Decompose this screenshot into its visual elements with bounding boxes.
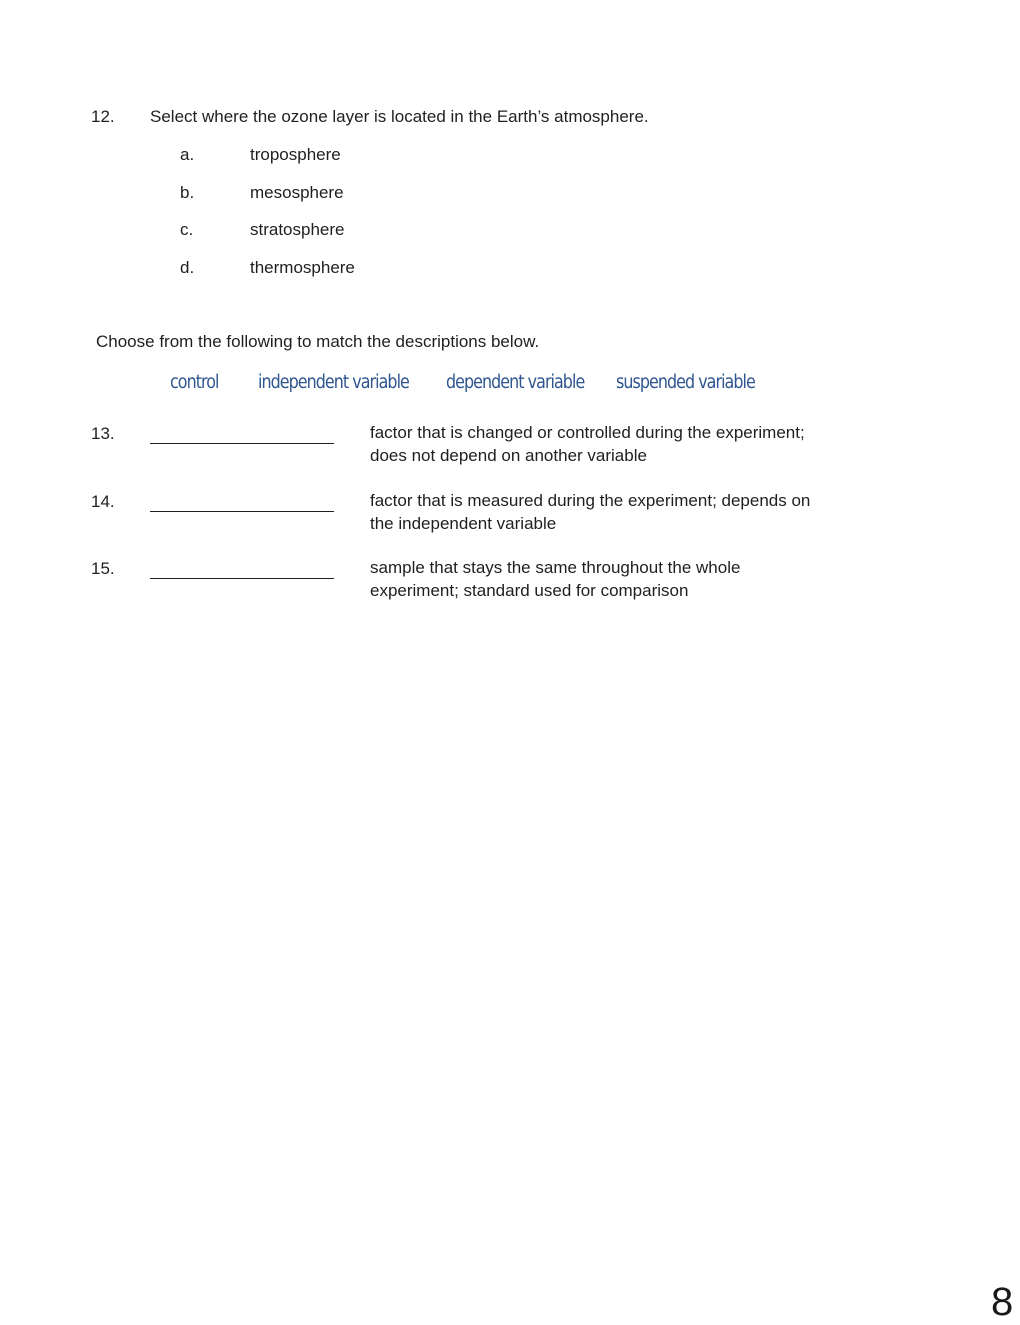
matching-item-14-number: 14. <box>91 492 115 511</box>
question-12-number: 12. <box>91 107 115 126</box>
description-line: factor that is measured during the experiment; depends on <box>370 491 811 510</box>
option-a-letter: a. <box>180 145 195 164</box>
matching-item-13-number: 13. <box>91 424 115 443</box>
matching-item-13-answer-blank[interactable] <box>150 442 334 444</box>
matching-instruction: Choose from the following to match the descriptions below. <box>96 332 540 351</box>
word-bank-independent-variable: independent variable <box>258 372 409 393</box>
matching-item-15-answer-blank[interactable] <box>150 577 334 579</box>
word-bank-control: control <box>170 372 219 393</box>
matching-item-14-answer-blank[interactable] <box>150 510 334 512</box>
option-d-letter: d. <box>180 258 195 277</box>
question-12-prompt: Select where the ozone layer is located in the Earth’s atmosphere. <box>150 107 649 126</box>
word-bank-suspended-variable: suspended variable <box>616 372 755 393</box>
matching-item-14-description <box>370 489 810 535</box>
option-b-letter: b. <box>180 183 195 202</box>
option-b-text: mesosphere <box>250 183 344 202</box>
matching-item-15-description <box>370 556 740 602</box>
matching-item-13-description <box>370 421 805 467</box>
option-c-letter: c. <box>180 220 194 239</box>
page-number: 8 <box>991 1280 1014 1324</box>
description-line: the independent variable <box>370 514 557 533</box>
description-line: experiment; standard used for comparison <box>370 581 689 600</box>
description-line: sample that stays the same throughout the whole <box>370 558 741 577</box>
option-c-text: stratosphere <box>250 220 345 239</box>
option-a-text: troposphere <box>250 145 341 164</box>
option-d-text: thermosphere <box>250 258 355 277</box>
description-line: does not depend on another variable <box>370 446 647 465</box>
word-bank-dependent-variable: dependent variable <box>446 372 585 393</box>
matching-item-15-number: 15. <box>91 559 115 578</box>
description-line: factor that is changed or controlled during the experiment; <box>370 423 805 442</box>
